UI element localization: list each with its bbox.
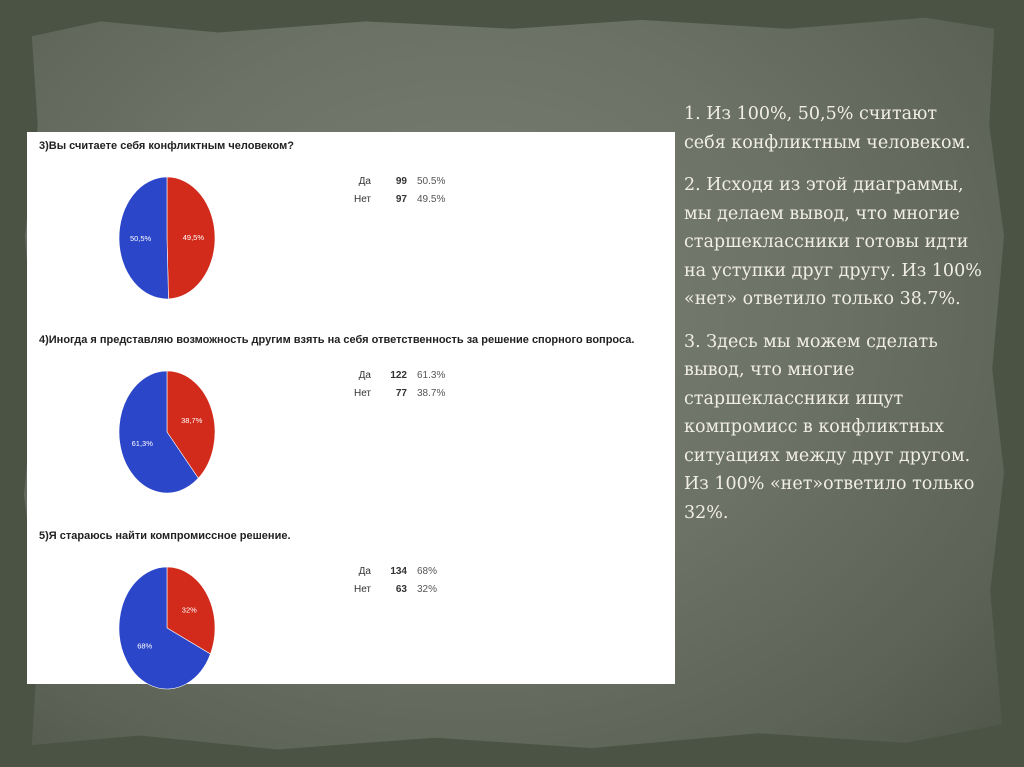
legend-row-yes <box>339 172 461 190</box>
legend-row-no <box>339 580 461 598</box>
question-3-block <box>27 140 675 330</box>
legend-row-yes <box>339 562 461 580</box>
question-3-legend <box>339 172 461 208</box>
question-4-block <box>27 334 675 524</box>
legend-percent: 32% <box>417 583 438 595</box>
legend-percent: 61.3% <box>417 369 446 381</box>
commentary-text <box>684 100 984 541</box>
question-5-title: 5)Я стараюсь найти компромиссное решение. <box>39 530 291 542</box>
legend-row-yes <box>339 366 461 384</box>
question-5-pie <box>117 558 217 698</box>
legend-count: 63 <box>395 583 407 595</box>
question-3-pie <box>117 168 217 308</box>
legend-percent: 49.5% <box>417 193 446 205</box>
question-5-legend <box>339 562 461 598</box>
survey-charts-panel <box>27 132 675 684</box>
legend-count: 77 <box>395 387 407 399</box>
legend-percent: 68% <box>417 565 438 577</box>
legend-label: Да <box>358 369 371 381</box>
legend-label: Нет <box>353 387 371 399</box>
pie-slice-label: 32% <box>181 605 197 615</box>
commentary-point-3: 3. Здесь мы можем сделать вывод, что многие старшеклассники ищут компромисс в конфликтных ситуациях между друг другом. Из 100% «нет»ответило только 32%. <box>684 331 975 523</box>
pie-slice-label: 49,5% <box>182 232 205 242</box>
commentary-point-1: 1. Из 100%, 50,5% считают себя конфликтным человеком. <box>684 104 971 153</box>
pie-slice-label: 68% <box>137 641 153 651</box>
legend-count: 97 <box>395 193 407 205</box>
pie-slice-label: 38,7% <box>181 415 203 425</box>
legend-label: Нет <box>353 193 371 205</box>
commentary-point-2: 2. Исходя из этой диаграммы, мы делаем вывод, что многие старшеклассники готовы идти на уступки друг другу. Из 100% «нет» ответило только 38.7%. <box>684 175 982 309</box>
legend-count: 99 <box>395 175 407 187</box>
legend-label: Да <box>358 565 371 577</box>
legend-row-no <box>339 190 461 208</box>
question-4-title: 4)Иногда я представляю возможность другим взять на себя ответственность за решение спорного вопроса. <box>39 334 635 346</box>
question-5-block <box>27 530 675 720</box>
question-3-title: 3)Вы считаете себя конфликтным человеком? <box>39 140 294 152</box>
legend-percent: 38.7% <box>417 387 446 399</box>
question-4-legend <box>339 366 461 402</box>
legend-count: 134 <box>390 565 407 577</box>
question-4-pie <box>117 362 217 502</box>
pie-slice-label: 61,3% <box>131 439 153 449</box>
legend-percent: 50.5% <box>417 175 446 187</box>
legend-row-no <box>339 384 461 402</box>
legend-label: Нет <box>353 583 371 595</box>
pie-slice-label: 50,5% <box>129 234 152 244</box>
legend-label: Да <box>358 175 371 187</box>
legend-count: 122 <box>390 369 407 381</box>
